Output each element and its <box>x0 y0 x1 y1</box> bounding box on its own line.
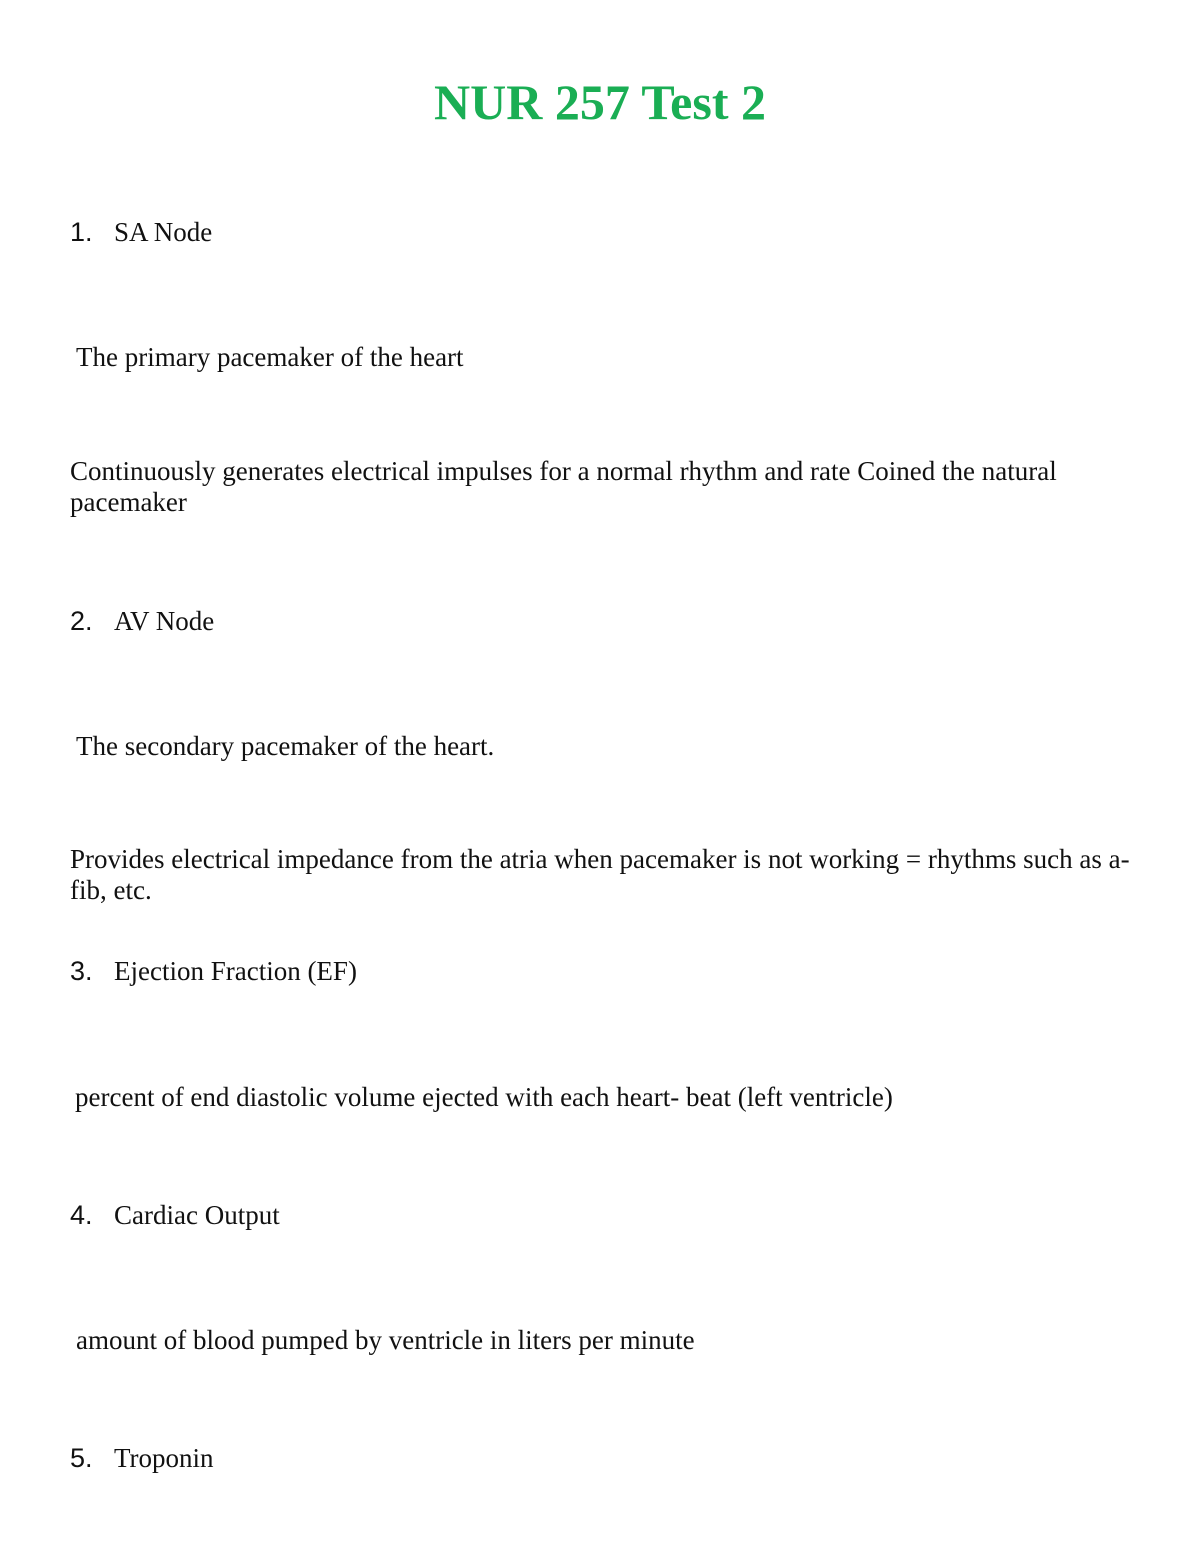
item-number: 2. <box>70 606 93 636</box>
term-ejection-fraction <box>70 954 357 988</box>
definition-sa-node-2: Continuously generates electrical impulses for a normal rhythm and rate Coined the natural pacemaker <box>70 456 1057 517</box>
term-troponin <box>70 1441 214 1475</box>
term-av-node <box>70 604 214 638</box>
term-label: Cardiac Output <box>114 1200 280 1230</box>
term-sa-node <box>70 215 212 249</box>
definition-cardiac-output-1: amount of blood pumped by ventricle in liters per minute <box>76 1325 695 1355</box>
definition-ejection-fraction-1: percent of end diastolic volume ejected with each heart- beat (left ventricle) <box>75 1082 893 1112</box>
item-number: 5. <box>70 1443 93 1473</box>
term-label: SA Node <box>114 217 213 247</box>
term-label: Troponin <box>114 1443 214 1473</box>
term-cardiac-output <box>70 1198 280 1232</box>
definition-av-node-2: Provides electrical impedance from the atria when pacemaker is not working = rhythms such as a-fib, etc. <box>70 844 1130 905</box>
term-label: AV Node <box>114 606 215 636</box>
item-number: 4. <box>70 1200 93 1230</box>
definition-av-node-1: The secondary pacemaker of the heart. <box>76 731 495 761</box>
item-number: 1. <box>70 217 93 247</box>
document-title: NUR 257 Test 2 <box>434 74 766 130</box>
item-number: 3. <box>70 956 93 986</box>
term-label: Ejection Fraction (EF) <box>114 956 357 986</box>
definition-sa-node-1: The primary pacemaker of the heart <box>76 342 464 372</box>
